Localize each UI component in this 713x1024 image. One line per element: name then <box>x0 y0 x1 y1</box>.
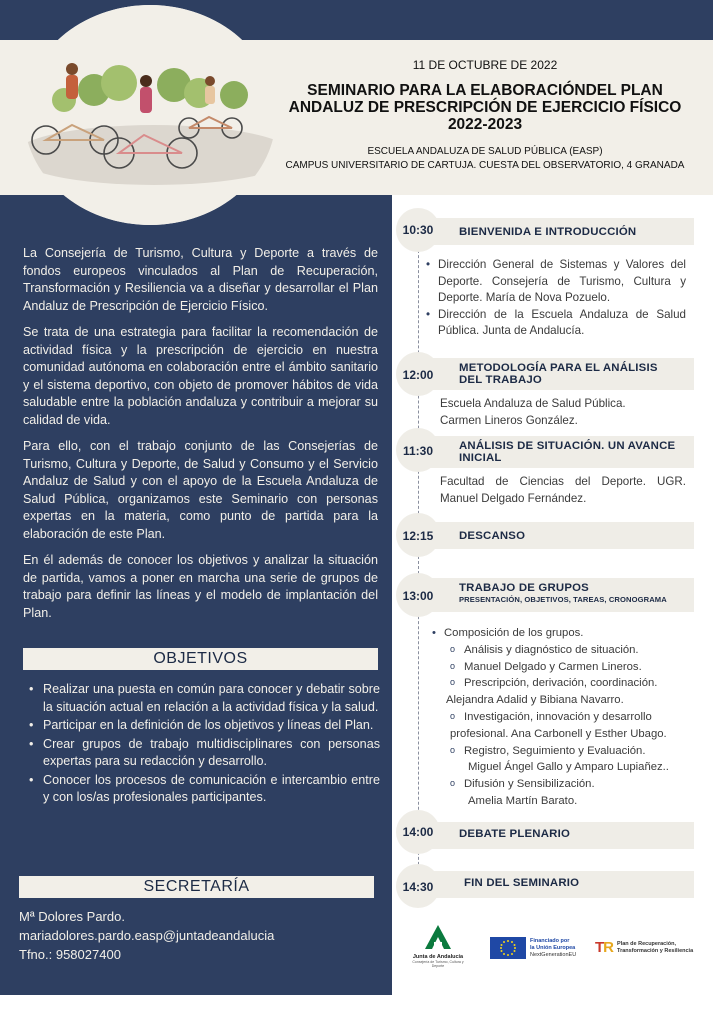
agenda-time: 11:30 <box>402 444 434 458</box>
intro-paragraph: Se trata de una estrategia para facilitar la recomendación de actividad física y la prescripción de ejercicio en nuestra comunidad autónoma en colaboración entre el ámbito sanitario y el sistema deportivo, con objeto de promover hábitos de vida saludable entre la población andaluza y contribuir a mejorar su calidad de vida. <box>23 325 378 427</box>
venue-line: CAMPUS UNIVERSITARIO DE CARTUJA. CUESTA DEL OBSERVATORIO, 4 GRANADA <box>285 160 685 171</box>
intro-text <box>23 245 378 631</box>
eu-line: NextGenerationEU <box>530 951 577 958</box>
group-topic: o Análisis y diagnóstico de situación. <box>430 642 700 659</box>
junta-subname: Consejería de Turismo, Cultura y Deporte <box>412 960 464 968</box>
title-line: 2022-2023 <box>447 116 523 133</box>
objetivo-item: • Crear grupos de trabajo multidisciplinares con personas expertas para su redacción y desarrollo. <box>25 736 380 771</box>
agenda-title-line: DEL TRABAJO <box>459 374 542 386</box>
agenda-title: DEBATE PLENARIO <box>459 828 571 840</box>
event-title <box>280 82 690 133</box>
group-topic: o Registro, Seguimiento y Evaluación. <box>430 743 700 760</box>
bottom-margin <box>0 995 713 1024</box>
event-venue <box>280 145 690 173</box>
secretaria-contact <box>19 907 274 964</box>
agenda-title: FIN DEL SEMINARIO <box>464 877 580 889</box>
title-line: ANDALUZ DE PRESCRIPCIÓN DE EJERCICIO FÍSICO <box>288 99 682 116</box>
agenda-title-line: INICIAL <box>459 452 502 464</box>
agenda-title-line: METODOLOGÍA PARA EL ANÁLISIS <box>459 362 658 374</box>
agenda-time: 12:00 <box>402 368 434 382</box>
title-line: SEMINARIO PARA LA ELABORACIÓNDEL PLAN <box>307 82 663 99</box>
recovery-plan-text <box>617 941 693 954</box>
tr-mark-icon: TR <box>595 939 614 956</box>
cyclists-illustration <box>24 5 276 225</box>
agenda-title <box>459 440 675 464</box>
secretaria-heading: SECRETARÍA <box>19 876 374 898</box>
objetivo-item: • Conocer los procesos de comunicación e intercambio entre y con los/as profesionales participantes. <box>25 772 380 807</box>
intro-paragraph: En él además de conocer los objetivos y analizar la situación de partida, vamos a poner en marcha una serie de grupos de trabajo para definir las líneas y el modelo de implantación del Plan. <box>23 553 378 620</box>
agenda-details: Facultad de Ciencias del Deporte. UGR. Manuel Delgado Fernández. <box>440 475 686 505</box>
agenda-details <box>424 257 686 340</box>
group-topic: o Investigación, innovación y desarrollo <box>430 709 700 726</box>
group-people: o Manuel Delgado y Carmen Lineros. <box>430 659 700 676</box>
group-people: Miguel Ángel Gallo y Amparo Lupiañez.. <box>468 761 669 774</box>
agenda-title <box>459 362 658 386</box>
objetivo-item: • Realizar una puesta en común para conocer y debatir sobre la situación actual en relación a la actividad física y la salud. <box>25 681 380 716</box>
group-topic: o Difusión y Sensibilización. <box>430 776 700 793</box>
agenda-details <box>440 396 680 429</box>
sponsor-logos <box>400 925 710 975</box>
junta-emblem-icon <box>425 925 451 949</box>
group-people: profesional. Ana Carbonell y Esther Ubago. <box>450 727 667 740</box>
agenda-time: 10:30 <box>402 223 434 237</box>
agenda-title <box>459 582 667 606</box>
agenda-title: BIENVENIDA E INTRODUCCIÓN <box>459 226 637 238</box>
agenda-bullet: • Composición de los grupos. <box>430 625 700 642</box>
eu-flag-icon <box>490 937 526 959</box>
intro-paragraph: Para ello, con el trabajo conjunto de las Consejerías de Turismo, Cultura y Deporte, de Salud y Consumo y el Servicio Andaluz de Salud y con el apoyo de la Escuela Andaluza de Salud Pública, organizamos este Seminario con personas expertas en la materia, como punto de partida para la elaboración de este Plan. <box>23 439 378 541</box>
tr-line: Plan de Recuperación, <box>617 941 677 947</box>
agenda-title: DESCANSO <box>459 530 526 542</box>
junta-logo <box>408 925 468 968</box>
intro-paragraph: La Consejería de Turismo, Cultura y Deporte a través de fondos europeos vinculados al Plan de Recuperación, Transformación y Resiliencia va a diseñar y desarrollar el Plan Andaluz de Prescripción de Ejercicio Físico. <box>23 246 378 313</box>
event-date: 11 DE OCTUBRE DE 2022 <box>412 58 558 72</box>
agenda-line: Escuela Andaluza de Salud Pública. <box>440 397 626 410</box>
agenda-time: 12:15 <box>402 529 434 543</box>
agenda-bullet: • Dirección de la Escuela Andaluza de Salud Pública. Junta de Andalucía. <box>424 307 686 340</box>
agenda-timeline <box>418 230 419 900</box>
agenda-title-line: ANÁLISIS DE SITUACIÓN. UN AVANCE <box>459 440 676 452</box>
agenda-details <box>430 625 700 810</box>
contact-phone: Tfno.: 958027400 <box>19 947 121 962</box>
venue-line: ESCUELA ANDALUZA DE SALUD PÚBLICA (EASP) <box>367 146 603 157</box>
objetivos-list <box>25 681 380 808</box>
contact-name: Mª Dolores Pardo. <box>19 909 125 924</box>
agenda-time: 14:30 <box>402 880 434 894</box>
agenda-line: Carmen Lineros González. <box>440 413 578 427</box>
objetivo-item: • Participar en la definición de los objetivos y líneas del Plan. <box>25 717 380 735</box>
agenda-time: 13:00 <box>402 589 434 603</box>
objetivos-heading: OBJETIVOS <box>23 648 378 670</box>
junta-name: Junta de Andalucía <box>412 954 464 960</box>
agenda-time: 14:00 <box>402 825 434 839</box>
group-people: Alejandra Adalid y Bibiana Navarro. <box>446 694 624 707</box>
header-text <box>280 58 690 173</box>
eu-line: la Unión Europea <box>530 944 576 951</box>
group-topic: o Prescripción, derivación, coordinación. <box>430 675 700 692</box>
eu-line: Financiado por <box>530 937 570 944</box>
eu-logo <box>490 937 576 959</box>
agenda-bullet: • Dirección General de Sistemas y Valores del Deporte. Consejería de Turismo, Cultura y Deporte. María de Nova Pozuelo. <box>424 257 686 307</box>
contact-email[interactable]: mariadolores.pardo.easp@juntadeandalucia <box>19 928 275 943</box>
eu-text <box>530 938 576 959</box>
agenda-title-line: TRABAJO DE GRUPOS <box>459 582 589 594</box>
recovery-plan-logo <box>595 939 693 956</box>
tr-line: Transformación y Resiliencia <box>617 947 694 954</box>
group-people: Amelia Martín Barato. <box>468 794 578 807</box>
agenda-subtitle: PRESENTACIÓN, OBJETIVOS, TAREAS, CRONOGRAMA <box>459 595 667 604</box>
